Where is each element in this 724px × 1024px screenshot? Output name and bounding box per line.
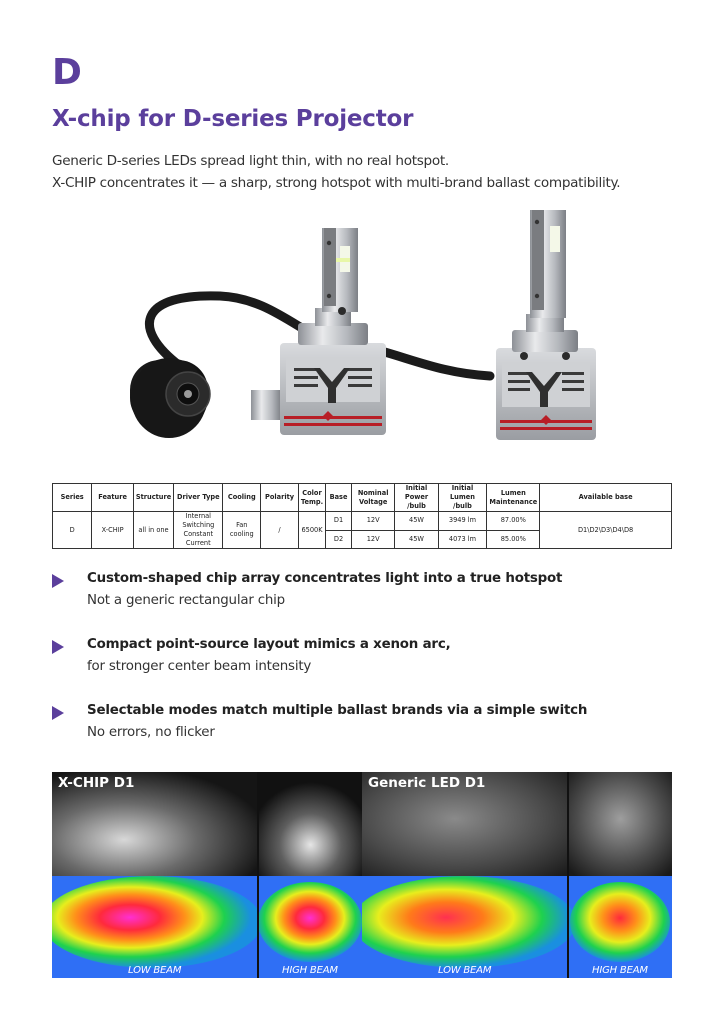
- th-color-2: Temp.: [300, 497, 324, 506]
- cell-maintenance: 85.00%: [487, 530, 540, 549]
- cooling-2: cooling: [229, 530, 254, 538]
- page-title: X-chip for D-series Projector: [52, 106, 414, 132]
- th-voltage: [351, 484, 395, 512]
- feature-sub: Not a generic rectangular chip: [87, 593, 285, 608]
- spec-table: [52, 483, 672, 549]
- xchip-beam-panel: [52, 772, 362, 978]
- xchip-beam-visual: [52, 772, 362, 978]
- driver-3: Constant: [183, 530, 214, 538]
- product-photo: [110, 198, 630, 480]
- feature-sub: No errors, no flicker: [87, 725, 215, 740]
- cooling-1: Fan: [236, 521, 248, 529]
- cell-power: 45W: [395, 530, 438, 549]
- cell-cooling: [223, 512, 261, 549]
- th-polarity: Polarity: [261, 484, 299, 512]
- th-power-1: Initial Power: [404, 484, 429, 501]
- section-letter: D: [52, 52, 82, 93]
- intro-line-1: Generic D-series LEDs spread light thin, with no real hotspot.: [52, 153, 449, 169]
- right-bulb: [496, 210, 596, 440]
- high-beam-label: HIGH BEAM: [592, 965, 648, 976]
- xchip-label: X-CHIP D1: [58, 775, 135, 791]
- left-bulb: [251, 228, 386, 435]
- cell-available: D1\D2\D3\D4\D8: [540, 512, 672, 549]
- feature-sub: for stronger center beam intensity: [87, 659, 312, 674]
- th-driver: Driver Type: [174, 484, 223, 512]
- driver-1: Internal: [185, 512, 212, 520]
- generic-beam-visual: [362, 772, 672, 978]
- th-lumen: [438, 484, 487, 512]
- cell-base: D2: [326, 530, 352, 549]
- cell-driver: [174, 512, 223, 549]
- cell-color-temp: 6500K: [298, 512, 325, 549]
- th-lumen-2: /bulb: [453, 502, 472, 510]
- triangle-bullet-icon: [52, 706, 64, 720]
- intro-text: [52, 150, 620, 194]
- intro-line-2: X-CHIP concentrates it — a sharp, strong hotspot with multi-brand ballast compatibility.: [52, 175, 621, 191]
- cell-structure: all in one: [133, 512, 173, 549]
- th-power: [395, 484, 438, 512]
- th-cooling: Cooling: [223, 484, 261, 512]
- generic-beam-panel: [362, 772, 672, 978]
- cell-power: 45W: [395, 512, 438, 531]
- generic-label: Generic LED D1: [368, 775, 486, 791]
- driver-2: Switching: [182, 521, 215, 529]
- th-voltage-2: Voltage: [359, 497, 388, 506]
- th-power-2: /bulb: [407, 502, 426, 510]
- cell-feature: X-CHIP: [92, 512, 134, 549]
- cell-polarity: /: [261, 512, 299, 549]
- high-beam-label: HIGH BEAM: [282, 965, 338, 976]
- th-base: Base: [326, 484, 352, 512]
- th-lumen-1: Initial Lumen: [449, 484, 475, 501]
- cell-base: D1: [326, 512, 352, 531]
- th-color-temp: [298, 484, 325, 512]
- th-series: Series: [53, 484, 92, 512]
- cell-voltage: 12V: [351, 530, 395, 549]
- feature-head: Compact point-source layout mimics a xenon arc,: [87, 637, 451, 652]
- feature-head: Custom-shaped chip array concentrates light into a true hotspot: [87, 571, 563, 586]
- table-row: [53, 512, 672, 531]
- cell-series: D: [53, 512, 92, 549]
- cell-maintenance: 87.00%: [487, 512, 540, 531]
- th-maintenance: [487, 484, 540, 512]
- cell-voltage: 12V: [351, 512, 395, 531]
- cell-lumen: 3949 lm: [438, 512, 487, 531]
- th-maint-2: Maintenance: [489, 497, 538, 506]
- th-feature: Feature: [92, 484, 134, 512]
- spec-header-row: [53, 484, 672, 512]
- driver-4: Current: [185, 539, 211, 547]
- th-available: Available base: [540, 484, 672, 512]
- th-voltage-1: Nominal: [357, 488, 389, 497]
- cell-lumen: 4073 lm: [438, 530, 487, 549]
- th-structure: Structure: [133, 484, 173, 512]
- low-beam-label: LOW BEAM: [128, 965, 182, 976]
- triangle-bullet-icon: [52, 574, 64, 588]
- feature-head: Selectable modes match multiple ballast brands via a simple switch: [87, 703, 588, 718]
- low-beam-label: LOW BEAM: [438, 965, 492, 976]
- th-maint-1: Lumen: [500, 488, 526, 497]
- th-color-1: Color: [302, 488, 322, 497]
- connector-cap: [130, 358, 210, 438]
- triangle-bullet-icon: [52, 640, 64, 654]
